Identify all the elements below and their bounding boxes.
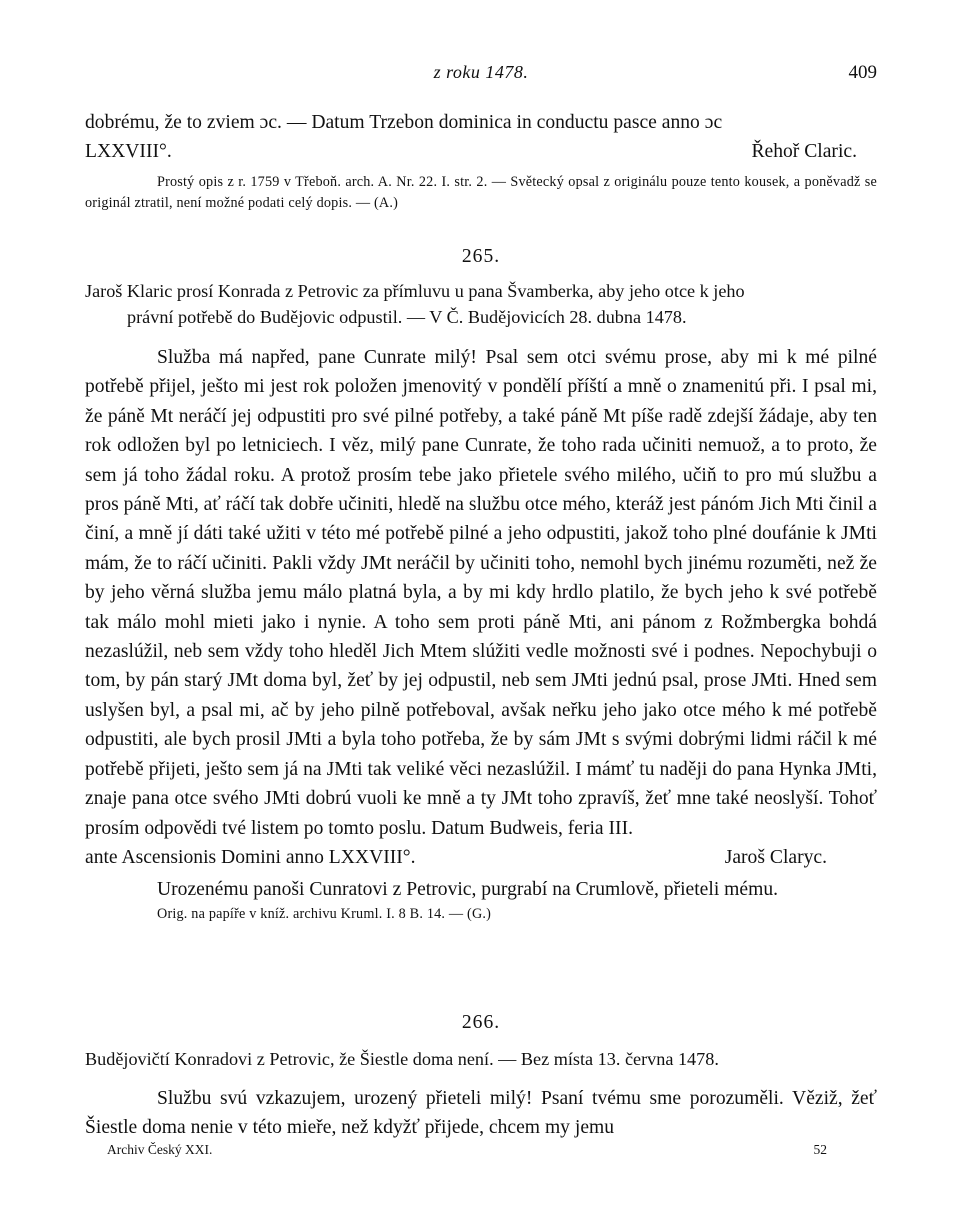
doc265-regest-line2: právní potřebě do Budějovic odpustil. — V Č. Budějovicích 28. dubna 1478. [127, 307, 687, 327]
document-265 [85, 246, 877, 925]
doc266-regest: Budějovičtí Konradovi z Petrovic, že Šiestle doma není. — Bez místa 13. června 1478. [85, 1049, 719, 1069]
sheet-number: 52 [813, 1142, 827, 1157]
doc264-signature: Řehoř Claric. [751, 141, 857, 163]
doc264-source-note: Prostý opis z r. 1759 v Třeboň. arch. A. Nr. 22. I. str. 2. — Světecký opsal z originálu pouze tento kousek, a poněvadž se originál ztratil, není možné podati celý dopis. — (A.) [85, 173, 877, 211]
doc265-signature: Jaroš Claryc. [724, 846, 827, 868]
doc265-regest [85, 278, 877, 330]
doc265-address: Urozenému panoši Cunratovi z Petrovic, purgrabí na Crumlově, přieteli mému. [157, 879, 779, 901]
doc265-closing-date: ante Ascensionis Domini anno LXXVIII°. [85, 846, 416, 868]
doc265-body: Služba má napřed, pane Cunrate milý! Psal sem otci svému prose, aby mi k mé pilné potřebě přijel, ješto mi jest rok položen jmenovitý v pondělí příští a mně o znamenitú při. I psal mi, že páně Mt neráčí jej odpustiti pro své pilné potřeby, a také páně Mt píše radě zdejší žádaje, aby ten rok odložen byl po letniciech. I věz, milý pane Cunrate, že toho rada učiniti nemuož, a to proto, že sem já toho žádal roku. A protož prosím tebe jako přietele svého milého, učiň to pro mú službu a pros páně Mti, ať ráčí tak dobře učiniti, hledě na službu otce mého, kteráž jest pánóm Jich Mti činil a činí, a mně jí dáti také užiti v této mé potřebě pilné a jeho odpustiti, jakož toho plné doufánie k JMti mám, že to ráčí učiniti. Pakli vždy JMt neráčil by učiniti toho, nemohl bych jinému rozuměti, než že by jeho věrná služba jemu málo platná byla, a by mi kdy hrdlo platilo, že bych jeho k své potřebě tak málo mohl mieti jako i nynie. A toho sem proti páně Mti, ani pánom z Rožmbergka bohdá nezaslúžil, neb sem vždy toho hleděl Jich Mtem slúžiti vedle možnosti své i podnes. Nepochybuji o tom, by pán starý JMt doma byl, žeť by jej odpustil, neb sem JMti jednú psal, prose JMti. Hned sem uslyšen byl, a psal mi, ač by jeho pilně potřeboval, avšak neřku jeho jako otce mého k mé potřebě odpustiti, ale bych prosil JMti a byla toho potřeba, že by sám JMt s svými dobrými lidmi ráčil k mé potřebě přijeti, ješto sem já na JMti tak veliké věci nezaslúžil. I mámť tu naději do pana Hynka JMti, znaje pana otce svého JMti dobrú vuoli ke mně a ty JMt toho zpravíš, žeť mne také neoslyší. Tohoť prosím odpovědi tvé listem po tomto poslu. Datum Budweis, feria III. [85, 347, 877, 839]
doc264-date-year: LXXVIII°. [85, 141, 172, 163]
document-264-end [85, 108, 877, 214]
page-number: 409 [848, 62, 877, 83]
doc266-body: Službu svú vzkazujem, urozený přieteli milý! Psaní tvému sme porozuměli. Věziž, žeť Šiestle doma nenie v této mieře, než kdyžť přijede, chcem my jemu [85, 1088, 877, 1139]
page-header [85, 62, 877, 88]
doc264-text-line: dobrému, že to zviem ɔc. — Datum Trzebon dominica in conductu pasce anno ɔc [85, 112, 723, 133]
doc265-closing [85, 843, 877, 872]
doc265-source-note: Orig. na papíře v kníž. archivu Kruml. I. 8 B. 14. — (G.) [157, 906, 492, 923]
document-266 [85, 1012, 877, 1143]
printer-signature: Archiv Český XXI. [107, 1142, 213, 1157]
doc264-closing [85, 137, 877, 166]
running-title: z roku 1478. [433, 62, 529, 82]
document-number-266: 266. [461, 1012, 501, 1033]
doc265-regest-line1: Jaroš Klaric prosí Konrada z Petrovic za přímluvu u pana Švamberka, aby jeho otce k jeho [85, 281, 745, 301]
document-number-265: 265. [461, 246, 501, 267]
